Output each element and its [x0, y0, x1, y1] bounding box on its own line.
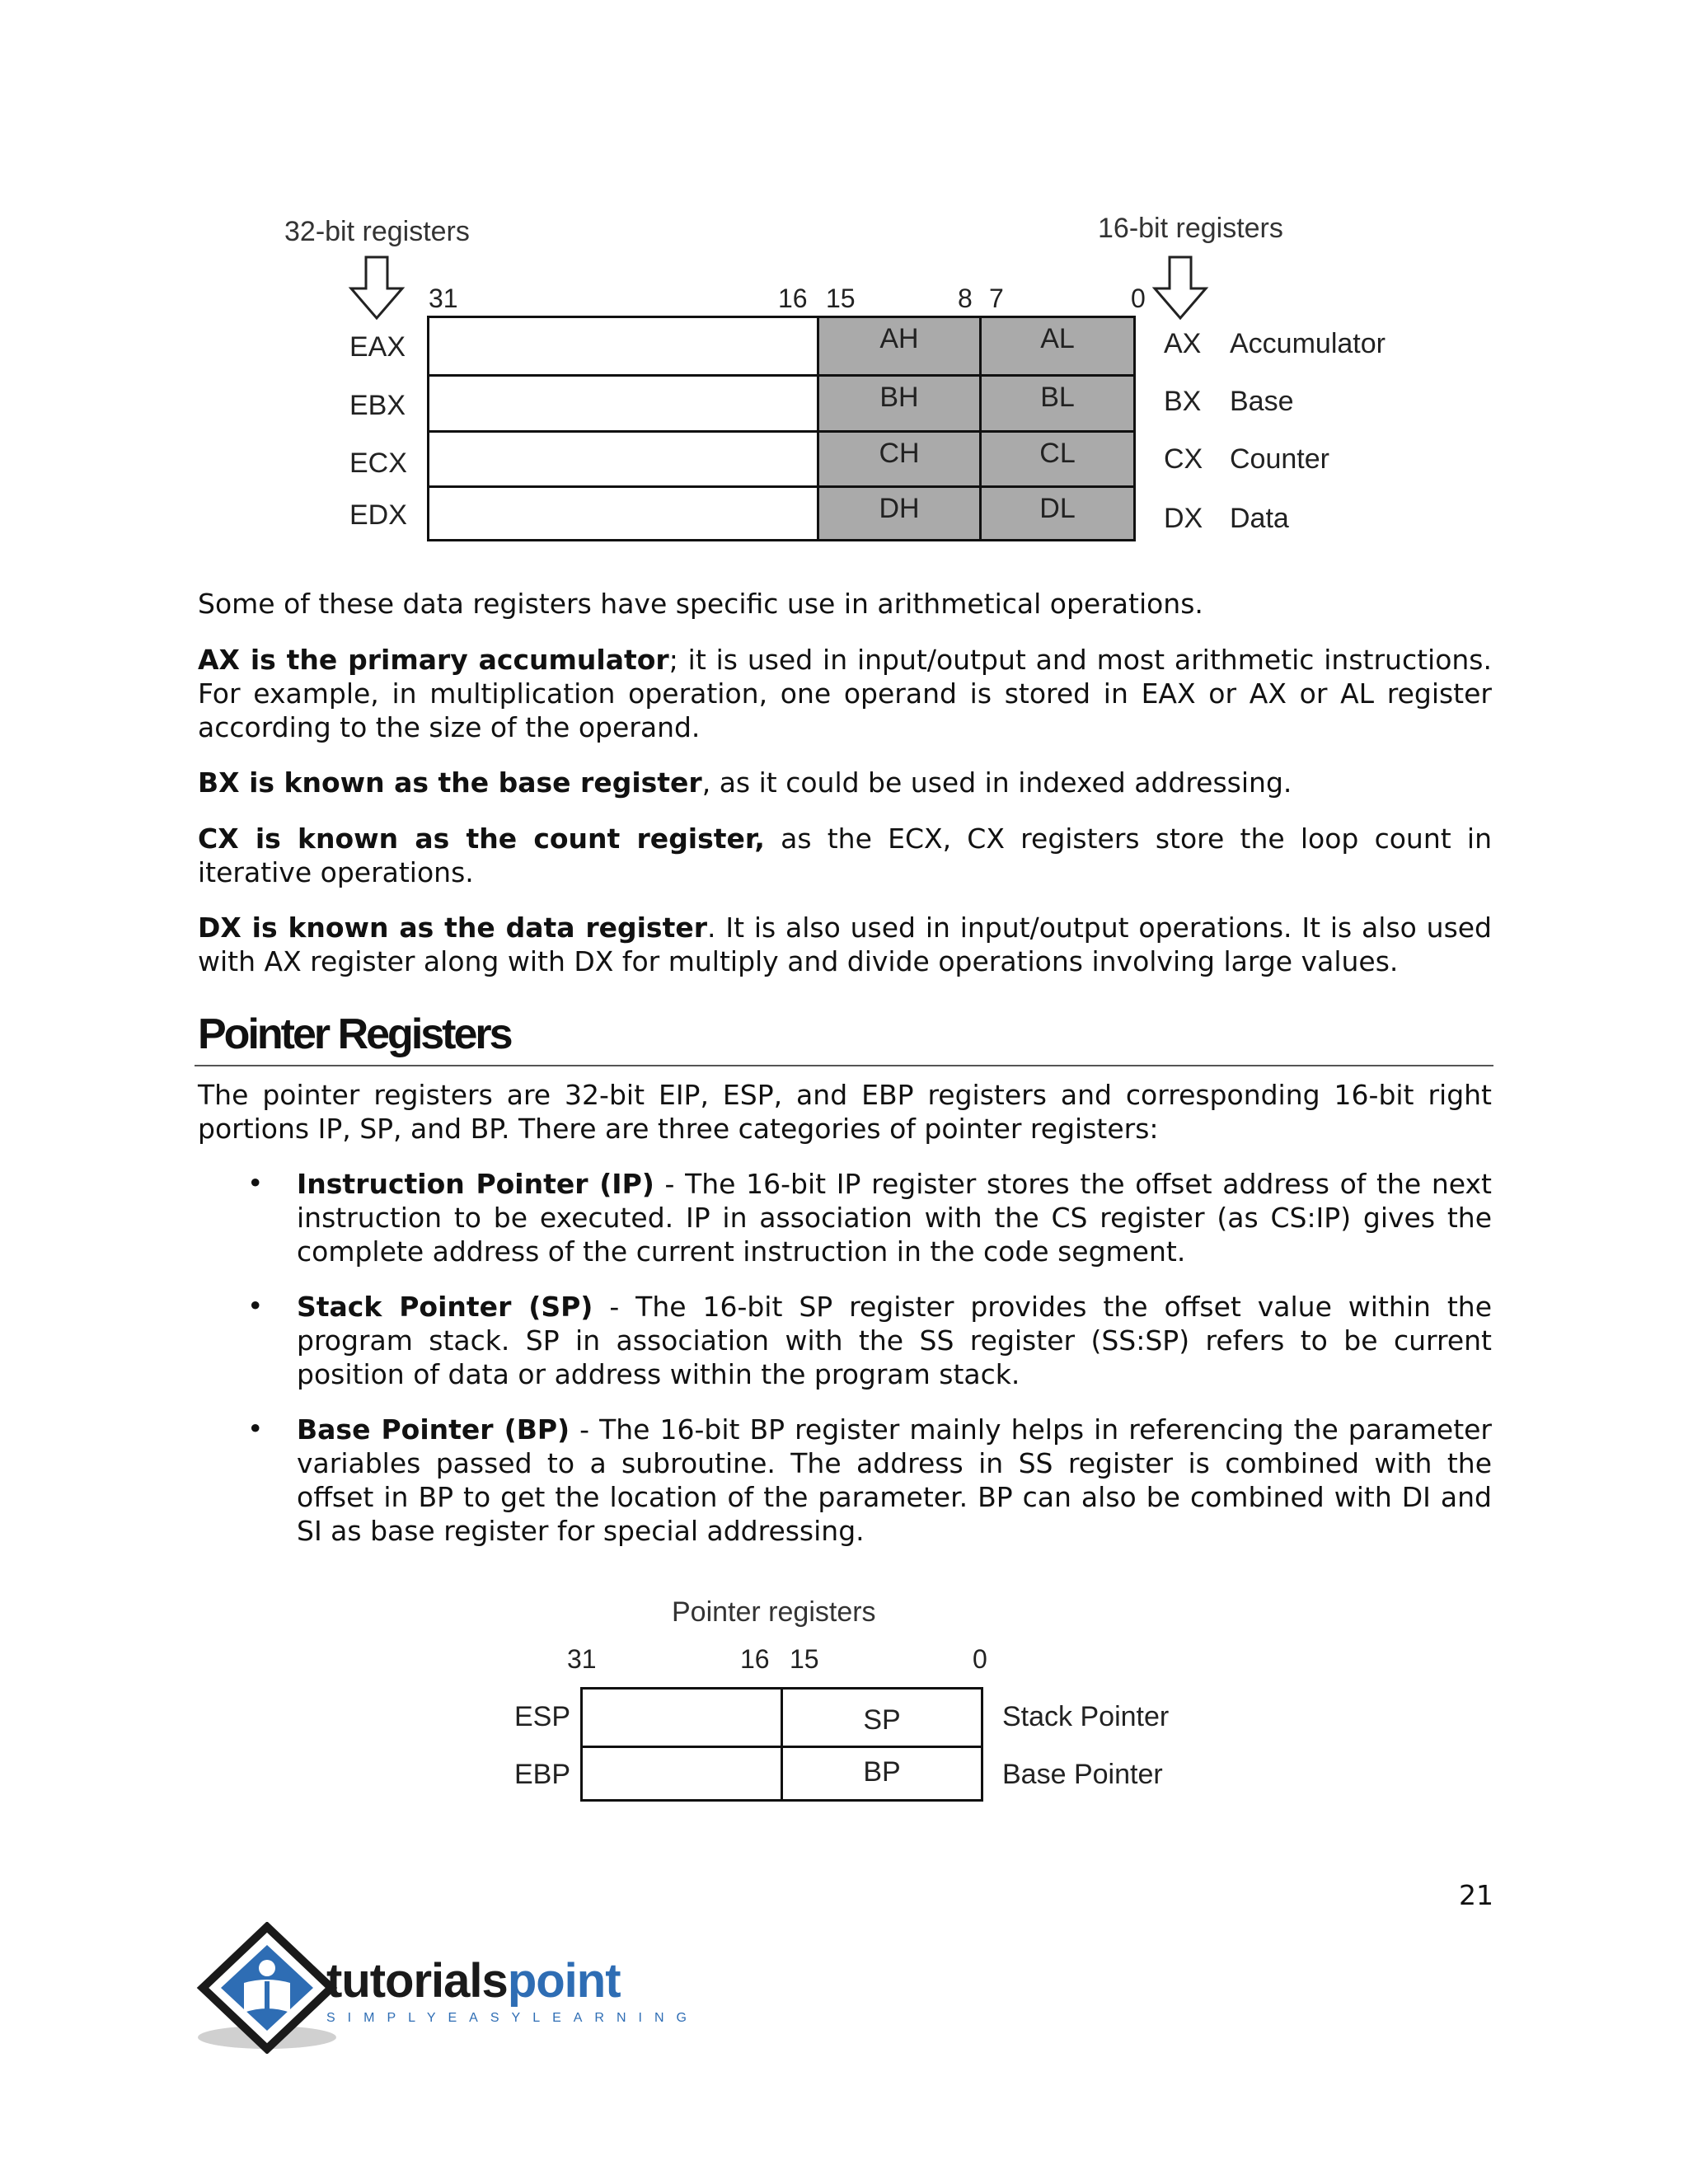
cell-ebx-high-word — [427, 374, 819, 433]
reg-name-data: Data — [1230, 503, 1289, 534]
cx-rest: as the ECX, CX registers store the loop count in iterative operations. — [198, 823, 1492, 888]
reg-name-stack-pointer: Stack Pointer — [1002, 1701, 1170, 1732]
reg-name-counter: Counter — [1230, 443, 1329, 475]
logo-word-tutorials: tutorials — [326, 1954, 508, 2008]
arrow-down-icon — [1151, 255, 1209, 321]
reg32-ebp: EBP — [514, 1759, 571, 1790]
section-heading: Pointer Registers — [198, 1010, 511, 1058]
logo-tagline: SIMPLYEASYLEARNING — [326, 2011, 699, 2025]
bit-31: 31 — [429, 284, 458, 313]
intro-paragraph: Some of these data registers have specific use in arithmetical operations. — [198, 588, 1203, 620]
reg16-cx: CX — [1164, 443, 1203, 475]
cell-al: AL — [979, 316, 1136, 377]
cell-dl: DL — [979, 485, 1136, 541]
reg-name-base: Base — [1230, 386, 1294, 417]
bit-0: 0 — [973, 1644, 987, 1674]
arrow-down-icon — [348, 255, 406, 321]
bx-bold: BX is known as the base register — [198, 766, 702, 799]
ip-bold: Instruction Pointer (IP) — [297, 1168, 654, 1200]
reg32-ecx: ECX — [349, 448, 407, 479]
bit-15: 15 — [826, 284, 856, 313]
dx-bold: DX is known as the data register — [198, 912, 708, 944]
cell-esp-high-word — [580, 1687, 783, 1748]
pointer-diagram-title: Pointer registers — [672, 1596, 876, 1628]
bullet-marker: • — [247, 1413, 264, 1445]
cx-paragraph — [198, 822, 1492, 889]
cell-cl: CL — [979, 430, 1136, 488]
pointer-intro-paragraph: The pointer registers are 32-bit EIP, ESP, and EBP registers and corresponding 16-bit right portions IP, SP, and BP. There are three categories of pointer registers: — [198, 1079, 1492, 1145]
bit-31: 31 — [567, 1644, 597, 1674]
cell-bh: BH — [817, 374, 982, 433]
reg-name-accumulator: Accumulator — [1230, 328, 1386, 359]
ax-bold: AX is the primary accumulator — [198, 644, 669, 676]
heading-rule — [195, 1065, 1493, 1066]
reg16-bx: BX — [1164, 386, 1202, 417]
reg32-esp: ESP — [514, 1701, 571, 1732]
dx-rest: . It is also used in input/output operations. It is also used with AX register along with DX for multiply and divide operations involving large values. — [198, 912, 1493, 977]
ax-rest: ; it is used in input/output and most arithmetic instructions. For example, in multiplication operation, one operand is stored in EAX or AX or AL register according to the size of the operand. — [198, 644, 1492, 743]
cell-ah: AH — [817, 316, 982, 377]
cell-sp: SP — [781, 1687, 983, 1748]
dx-paragraph — [198, 911, 1492, 978]
label-16bit-registers: 16-bit registers — [1098, 213, 1283, 244]
reg16-dx: DX — [1164, 503, 1203, 534]
cell-ecx-high-word — [427, 430, 819, 488]
cell-ch: CH — [817, 430, 982, 488]
page-number: 21 — [1459, 1879, 1493, 1911]
bullet-instruction-pointer — [297, 1167, 1492, 1268]
bullet-stack-pointer — [297, 1290, 1492, 1391]
sp-bold: Stack Pointer (SP) — [297, 1291, 593, 1323]
bullet-base-pointer — [297, 1413, 1492, 1548]
bullet-marker: • — [247, 1167, 264, 1199]
reg16-ax: AX — [1164, 328, 1202, 359]
reg32-edx: EDX — [349, 499, 407, 531]
bit-16: 16 — [778, 284, 808, 313]
sp-rest: - The 16-bit SP register provides the offset value within the program stack. SP in association with the SS register (SS:SP) refers to be current position of data or address within the program stack. — [297, 1291, 1492, 1390]
cx-bold: CX is known as the count register, — [198, 823, 765, 855]
cell-eax-high-word — [427, 316, 819, 377]
cell-dh: DH — [817, 485, 982, 541]
logo-diamond-icon — [195, 1922, 343, 2054]
bit-0: 0 — [1131, 284, 1146, 313]
reg32-eax: EAX — [349, 331, 406, 363]
bullet-marker: • — [247, 1290, 264, 1322]
logo-word-point: point — [507, 1954, 621, 2008]
cell-bl: BL — [979, 374, 1136, 433]
bx-paragraph — [198, 766, 1492, 799]
ax-paragraph — [198, 643, 1492, 744]
bx-rest: , as it could be used in indexed addressing. — [701, 766, 1292, 799]
bit-15: 15 — [790, 1644, 819, 1674]
label-32bit-registers: 32-bit registers — [284, 216, 470, 247]
bp-rest: - The 16-bit BP register mainly helps in referencing the parameter variables passed to a subroutine. The address in SS register is combined with the offset in BP to get the location of the parameter. BP can also be combined with DI and SI as base register for special addressing. — [297, 1413, 1492, 1547]
reg-name-base-pointer: Base Pointer — [1002, 1759, 1163, 1790]
bp-bold: Base Pointer (BP) — [297, 1413, 570, 1446]
bit-16: 16 — [740, 1644, 770, 1674]
ip-rest: - The 16-bit IP register stores the offset address of the next instruction to be executed. IP in association with the CS register (as CS:IP) gives the complete address of the current instruction in the code segment. — [297, 1168, 1492, 1268]
cell-ebp-high-word — [580, 1746, 783, 1802]
bit-8: 8 — [958, 284, 973, 313]
tutorialspoint-logo — [195, 1922, 699, 2054]
cell-bp: BP — [781, 1746, 983, 1802]
reg32-ebx: EBX — [349, 390, 406, 421]
bit-7: 7 — [989, 284, 1004, 313]
cell-edx-high-word — [427, 485, 819, 541]
logo-wordmark — [326, 1953, 621, 2008]
